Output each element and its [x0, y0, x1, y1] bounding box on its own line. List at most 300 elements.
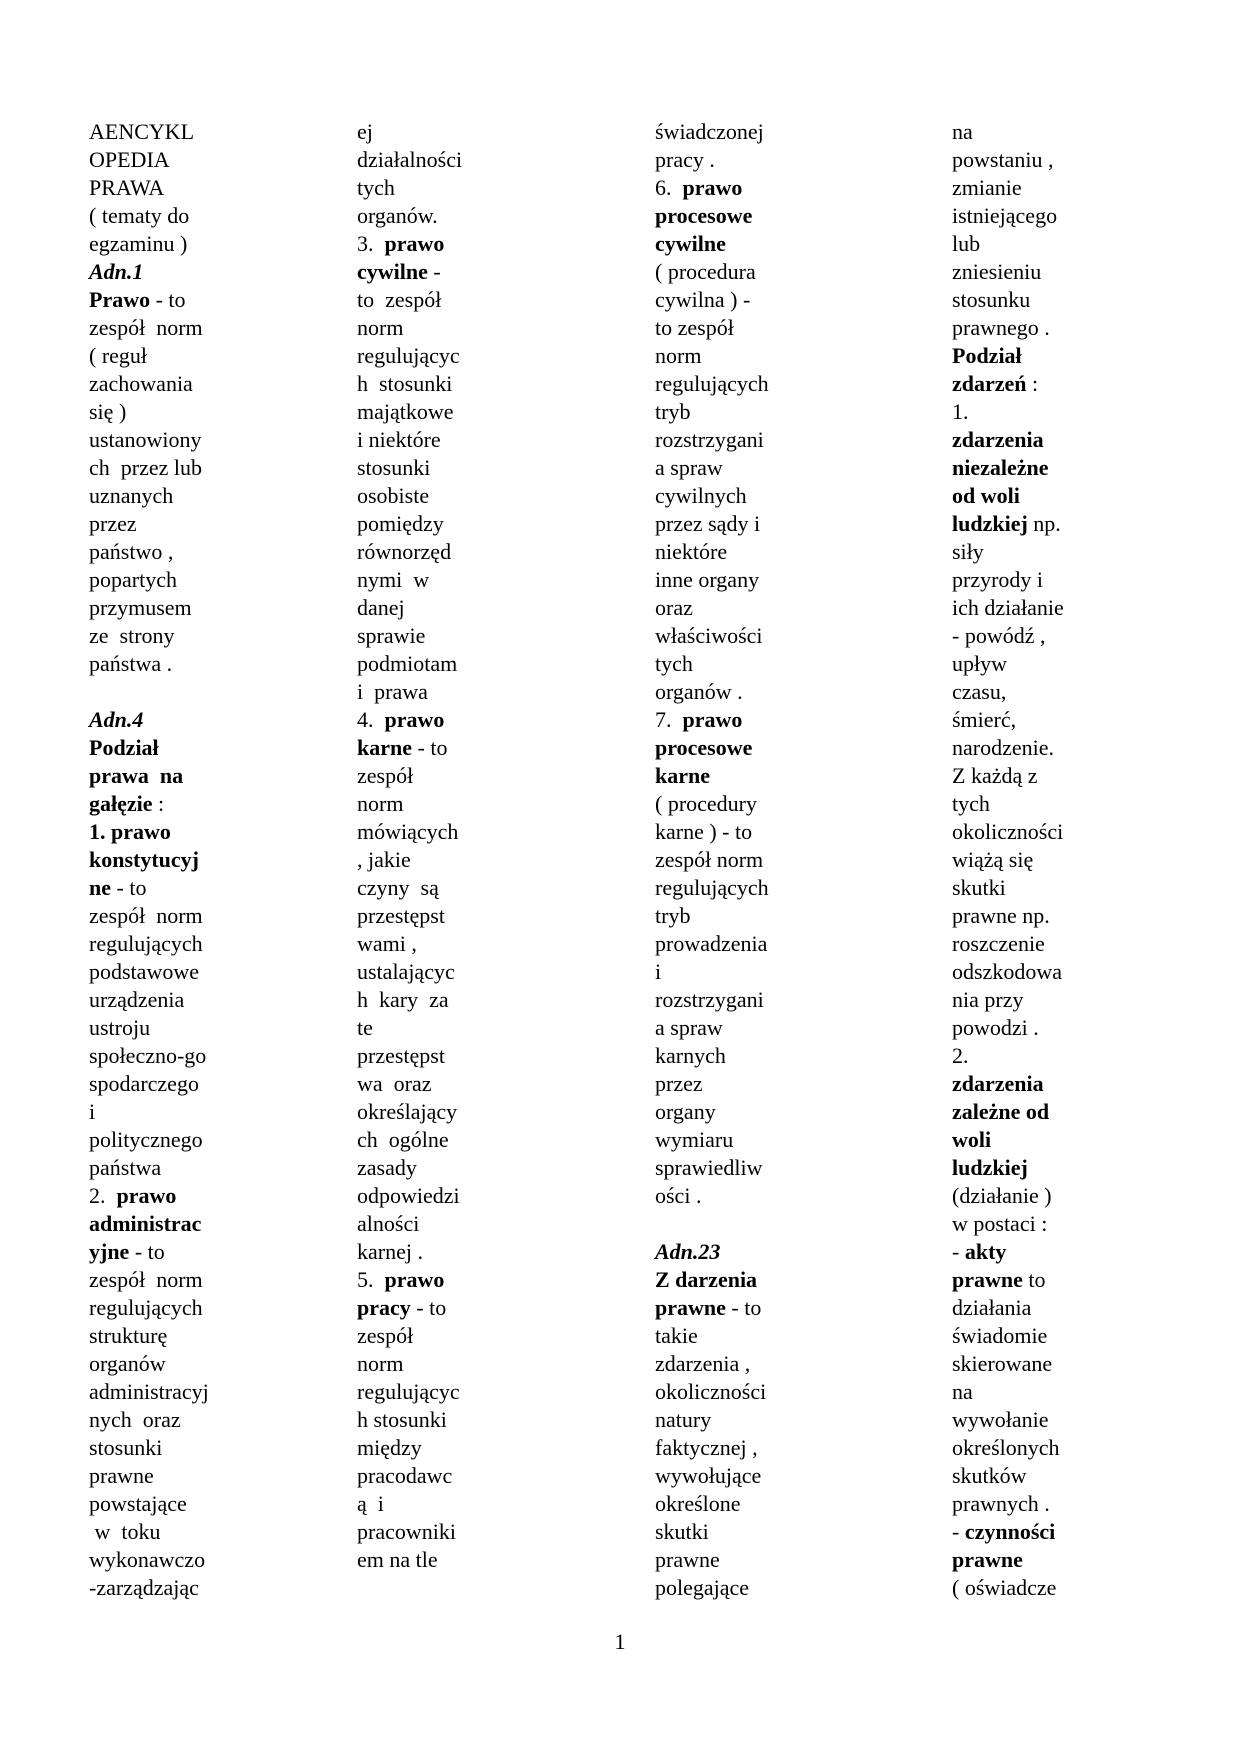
text-run: (działanie ) [952, 1183, 1052, 1208]
text-line [952, 594, 1212, 622]
text-line [357, 846, 607, 874]
text-line [952, 1462, 1212, 1490]
text-run: nia przy [952, 987, 1024, 1012]
text-line [357, 930, 607, 958]
text-run: wa oraz [357, 1071, 432, 1096]
text-line [357, 1434, 607, 1462]
text-run: oraz [655, 595, 693, 620]
text-line [952, 1014, 1212, 1042]
text-line [357, 1490, 607, 1518]
text-run: wymiaru [655, 1127, 734, 1152]
text-run: 1. [952, 399, 969, 424]
text-line [952, 1574, 1212, 1602]
text-run: świadomie [952, 1323, 1048, 1348]
text-line [357, 1294, 607, 1322]
text-line [952, 174, 1212, 202]
text-run: stosunki [357, 455, 431, 480]
text-run: w toku [89, 1519, 161, 1544]
text-run: organów . [655, 679, 743, 704]
text-line [655, 1210, 915, 1238]
text-run: - to [412, 735, 448, 760]
bold-term: od woli [952, 483, 1020, 508]
text-run: 7. [655, 707, 683, 732]
text-line [655, 398, 915, 426]
bold-term: prawo [682, 707, 743, 732]
text-line [357, 734, 607, 762]
text-run: : [1026, 371, 1039, 396]
text-run: wami , [357, 931, 417, 956]
text-line [952, 1182, 1212, 1210]
text-line [952, 986, 1212, 1014]
text-line [655, 902, 915, 930]
text-line [952, 1154, 1212, 1182]
text-line [89, 1294, 329, 1322]
text-line [655, 762, 915, 790]
text-line [952, 454, 1212, 482]
text-line [89, 1154, 329, 1182]
text-run: skutki [655, 1519, 709, 1544]
bold-term: prawo [116, 1183, 177, 1208]
text-run: zniesieniu [952, 259, 1042, 284]
text-line [357, 818, 607, 846]
bold-term: procesowe [655, 735, 753, 760]
text-run: 6. [655, 175, 683, 200]
text-run: powstaniu , [952, 147, 1054, 172]
text-run: czyny są [357, 875, 439, 900]
text-run: prawne np. [952, 903, 1050, 928]
text-run: majątkowe [357, 399, 454, 424]
text-run: : [152, 791, 165, 816]
text-run: zmianie [952, 175, 1022, 200]
text-line [89, 734, 329, 762]
text-run: pomiędzy [357, 511, 444, 536]
text-run: h stosunki [357, 371, 453, 396]
text-line [357, 482, 607, 510]
text-run: tych [357, 175, 395, 200]
bold-term: zależne od [952, 1099, 1050, 1124]
text-line [655, 1350, 915, 1378]
text-run: ch ogólne [357, 1127, 449, 1152]
text-line [952, 958, 1212, 986]
text-line [952, 1378, 1212, 1406]
text-line [357, 958, 607, 986]
text-run: regulujących [89, 931, 203, 956]
text-line [655, 314, 915, 342]
text-line [89, 958, 329, 986]
text-run: osobiste [357, 483, 430, 508]
text-run: regulujących [655, 371, 769, 396]
text-line [655, 818, 915, 846]
text-run: przestępst [357, 903, 445, 928]
text-line [952, 118, 1212, 146]
text-run: działania [952, 1295, 1032, 1320]
text-run: odszkodowa [952, 959, 1062, 984]
text-run: i [89, 1099, 96, 1124]
text-run: i [655, 959, 662, 984]
text-line [357, 1182, 607, 1210]
text-line [655, 202, 915, 230]
bold-term: woli [952, 1127, 992, 1152]
text-run: ustalającyc [357, 959, 455, 984]
text-run: zespół [357, 763, 414, 788]
text-run: państwo , [89, 539, 174, 564]
text-line [655, 1434, 915, 1462]
text-line [357, 1462, 607, 1490]
text-line [952, 1546, 1212, 1574]
text-line [89, 1070, 329, 1098]
text-run: nymi w [357, 567, 430, 592]
text-run: powstające [89, 1491, 187, 1516]
text-run: państwa . [89, 651, 173, 676]
text-line [952, 258, 1212, 286]
text-line [89, 118, 329, 146]
text-run: - [952, 1519, 965, 1544]
text-run: skutki [952, 875, 1006, 900]
text-run: świadczonej [655, 119, 764, 144]
text-line [655, 1014, 915, 1042]
text-line [655, 650, 915, 678]
text-run: -zarządzając [89, 1575, 199, 1600]
text-line [655, 874, 915, 902]
text-run: AENCYKL [89, 119, 195, 144]
text-run: inne organy [655, 567, 760, 592]
text-run: 5. [357, 1267, 385, 1292]
text-run: strukturę [89, 1323, 168, 1348]
text-line [655, 230, 915, 258]
section-heading: Adn.4 [89, 707, 144, 732]
text-column-2 [357, 118, 607, 1574]
text-run: 4. [357, 707, 385, 732]
bold-term: prawa na [89, 763, 184, 788]
text-run: PRAWA [89, 175, 165, 200]
text-line [89, 874, 329, 902]
text-line [357, 1126, 607, 1154]
text-run: przestępst [357, 1043, 445, 1068]
bold-term: prawne [952, 1547, 1023, 1572]
text-run: 3. [357, 231, 385, 256]
text-run: organy [655, 1099, 716, 1124]
text-run: norm [357, 315, 404, 340]
text-line [357, 1546, 607, 1574]
text-line [655, 258, 915, 286]
text-line [655, 1266, 915, 1294]
text-run: zespół norm [89, 315, 203, 340]
text-run: wiążą się [952, 847, 1034, 872]
text-run: uznanych [89, 483, 174, 508]
text-run: sprawiedliw [655, 1155, 763, 1180]
bold-term: czynności [964, 1519, 1056, 1544]
text-run: ( procedura [655, 259, 756, 284]
text-line [952, 1238, 1212, 1266]
text-run: norm [357, 791, 404, 816]
text-run: społeczno-go [89, 1043, 207, 1068]
text-run: prawne [89, 1463, 154, 1488]
text-run: to zespół [357, 287, 442, 312]
text-line [952, 342, 1212, 370]
text-run: właściwości [655, 623, 763, 648]
text-run: to [1022, 1267, 1046, 1292]
text-run: tryb [655, 399, 691, 424]
bold-term: zdarzenia [952, 427, 1044, 452]
text-line [655, 790, 915, 818]
text-run: ( tematy do [89, 203, 190, 228]
text-line [357, 1210, 607, 1238]
text-line [357, 1322, 607, 1350]
text-line [952, 622, 1212, 650]
text-line [655, 678, 915, 706]
text-run: politycznego [89, 1127, 203, 1152]
text-line [89, 1434, 329, 1462]
text-line [89, 1350, 329, 1378]
text-run: cywilnych [655, 483, 747, 508]
text-line [952, 1518, 1212, 1546]
text-run: przez sądy i [655, 511, 761, 536]
text-run: odpowiedzi [357, 1183, 460, 1208]
text-line [952, 314, 1212, 342]
text-run: alności [357, 1211, 420, 1236]
text-line [89, 454, 329, 482]
text-line [89, 1574, 329, 1602]
text-line [655, 1462, 915, 1490]
text-run: narodzenie. [952, 735, 1054, 760]
text-line [89, 1546, 329, 1574]
text-run: np. [1027, 511, 1061, 536]
text-line [89, 538, 329, 566]
bold-term: prawo [384, 231, 445, 256]
text-line [89, 342, 329, 370]
text-line [655, 1322, 915, 1350]
text-run: pracodawc [357, 1463, 453, 1488]
text-line [357, 1014, 607, 1042]
text-run: wykonawczo [89, 1547, 206, 1572]
bold-term: ne [89, 875, 111, 900]
text-line [655, 1126, 915, 1154]
text-line [357, 790, 607, 818]
text-line [952, 230, 1212, 258]
text-line [357, 286, 607, 314]
text-line [655, 1182, 915, 1210]
text-line [89, 650, 329, 678]
text-line [89, 566, 329, 594]
text-run: te [357, 1015, 373, 1040]
text-run: tryb [655, 903, 691, 928]
text-run: roszczenie [952, 931, 1045, 956]
text-line [952, 566, 1212, 594]
text-line [357, 1238, 607, 1266]
text-run: natury [655, 1407, 712, 1432]
text-line [952, 678, 1212, 706]
text-run: w postaci : [952, 1211, 1048, 1236]
text-run: tych [952, 791, 990, 816]
text-line [655, 930, 915, 958]
text-line [89, 818, 329, 846]
text-line [655, 1042, 915, 1070]
text-line [89, 1014, 329, 1042]
text-line [357, 706, 607, 734]
text-line [357, 1378, 607, 1406]
text-run: cywilna ) - [655, 287, 751, 312]
text-run: ( oświadcze [952, 1575, 1057, 1600]
text-run: upływ [952, 651, 1007, 676]
text-line [655, 594, 915, 622]
text-run: istniejącego [952, 203, 1058, 228]
text-run: - to [129, 1239, 165, 1264]
text-line [89, 1406, 329, 1434]
text-line [952, 1070, 1212, 1098]
text-line [655, 426, 915, 454]
text-run: Z każdą z [952, 763, 1038, 788]
text-run: danej [357, 595, 405, 620]
text-line [89, 930, 329, 958]
text-line [357, 762, 607, 790]
text-run: stosunku [952, 287, 1031, 312]
text-line [655, 706, 915, 734]
text-line [952, 1210, 1212, 1238]
text-run: prawnych . [952, 1491, 1050, 1516]
text-line [89, 622, 329, 650]
text-run: skierowane [952, 1351, 1053, 1376]
text-run: - to [410, 1295, 447, 1320]
text-line [655, 118, 915, 146]
text-run: karnej . [357, 1239, 423, 1264]
text-run: polegające [655, 1575, 750, 1600]
text-line [357, 986, 607, 1014]
text-line [952, 1350, 1212, 1378]
text-line [357, 1406, 607, 1434]
text-run: zespół norm [89, 903, 203, 928]
text-line [655, 1546, 915, 1574]
text-run: regulujących [89, 1295, 203, 1320]
text-line [357, 1098, 607, 1126]
text-run: - [427, 259, 441, 284]
text-line [655, 1294, 915, 1322]
text-column-1 [89, 118, 329, 1602]
text-run: zdarzenia , [655, 1351, 751, 1376]
text-line [89, 1238, 329, 1266]
text-run: śmierć, [952, 707, 1017, 732]
text-line [655, 1154, 915, 1182]
text-line [89, 286, 329, 314]
text-line [952, 1490, 1212, 1518]
text-run: tych [655, 651, 693, 676]
text-line [89, 1098, 329, 1126]
text-line [952, 510, 1212, 538]
text-run: a spraw [655, 1015, 723, 1040]
text-run: na [952, 1379, 973, 1404]
bold-term: administrac [89, 1211, 202, 1236]
text-run: rozstrzygani [655, 987, 764, 1012]
text-line [952, 286, 1212, 314]
text-line [89, 1490, 329, 1518]
text-line [357, 566, 607, 594]
text-line [357, 1042, 607, 1070]
text-line [89, 846, 329, 874]
text-line [952, 902, 1212, 930]
bold-term: prawo [682, 175, 743, 200]
text-run: przyrody i [952, 567, 1044, 592]
text-run: ustanowiony [89, 427, 202, 452]
text-run: to zespół [655, 315, 734, 340]
text-line [357, 650, 607, 678]
text-run: h stosunki [357, 1407, 447, 1432]
text-run: ch przez lub [89, 455, 202, 480]
text-run: OPEDIA [89, 147, 170, 172]
text-run: ( reguł [89, 343, 148, 368]
text-run: sprawie [357, 623, 426, 648]
text-run: ( procedury [655, 791, 758, 816]
text-line [89, 482, 329, 510]
text-line [952, 874, 1212, 902]
text-run: - [952, 1239, 965, 1264]
text-line [89, 1462, 329, 1490]
text-run: podstawowe [89, 959, 199, 984]
text-line [89, 1182, 329, 1210]
text-line [89, 1210, 329, 1238]
text-run: ze strony [89, 623, 175, 648]
text-line [952, 1322, 1212, 1350]
text-run: lub [952, 231, 981, 256]
bold-term: procesowe [655, 203, 753, 228]
text-run: określone [655, 1491, 741, 1516]
text-run: norm [655, 343, 702, 368]
text-run: em na tle [357, 1547, 438, 1572]
text-run: nych oraz [89, 1407, 181, 1432]
text-line [89, 426, 329, 454]
text-line [655, 482, 915, 510]
text-run: i prawa [357, 679, 428, 704]
text-line [655, 566, 915, 594]
text-run: , jakie [357, 847, 411, 872]
text-line [952, 202, 1212, 230]
text-run: regulującyc [357, 343, 460, 368]
text-line [357, 230, 607, 258]
bold-term: prawne [655, 1295, 726, 1320]
text-line [357, 314, 607, 342]
text-line [655, 734, 915, 762]
text-run: egzaminu ) [89, 231, 188, 256]
text-run: wywołanie [952, 1407, 1049, 1432]
text-run: pracowniki [357, 1519, 456, 1544]
text-run: skutków [952, 1463, 1027, 1488]
text-run: określający [357, 1099, 458, 1124]
text-run: się ) [89, 399, 127, 424]
text-run: przez [655, 1071, 703, 1096]
text-run: działalności [357, 147, 463, 172]
text-line [357, 1070, 607, 1098]
bold-term: karne [655, 763, 710, 788]
text-run: państwa [89, 1155, 162, 1180]
text-line [357, 118, 607, 146]
text-line [357, 342, 607, 370]
text-line [89, 1378, 329, 1406]
text-run: administracyj [89, 1379, 209, 1404]
text-line [655, 1406, 915, 1434]
bold-term: karne [357, 735, 412, 760]
text-line [89, 1322, 329, 1350]
text-column-3 [655, 118, 915, 1602]
bold-term: prawne [952, 1267, 1023, 1292]
text-line [952, 1266, 1212, 1294]
text-line [655, 986, 915, 1014]
text-line [89, 1518, 329, 1546]
text-run: organów. [357, 203, 438, 228]
text-line [89, 986, 329, 1014]
bold-term: cywilne [655, 231, 726, 256]
text-line [357, 538, 607, 566]
text-line [357, 1266, 607, 1294]
text-run: ości . [655, 1183, 702, 1208]
text-line [357, 510, 607, 538]
